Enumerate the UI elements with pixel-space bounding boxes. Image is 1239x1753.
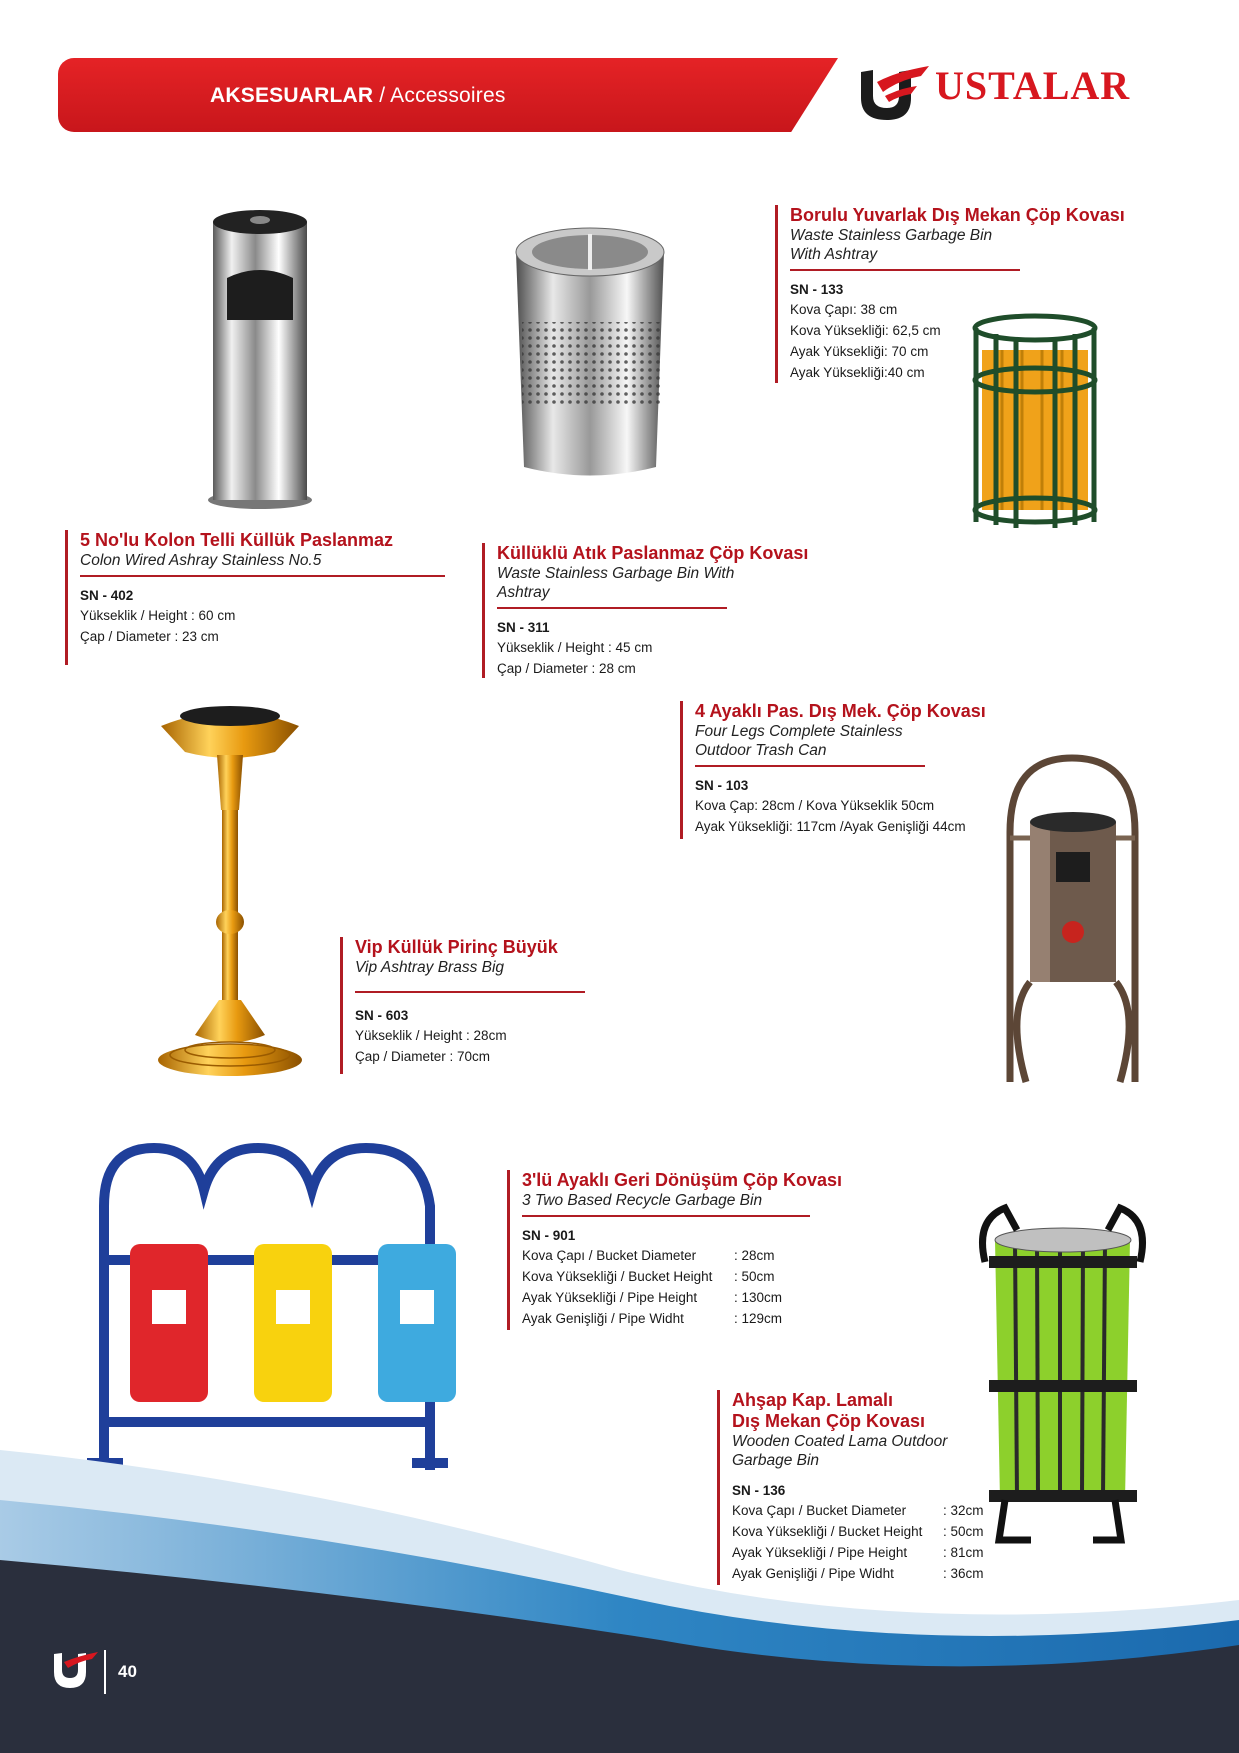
product-code: SN - 103	[695, 778, 749, 793]
title-underline	[80, 575, 445, 577]
footer-logo-icon	[50, 1646, 100, 1690]
product-code: SN - 133	[790, 282, 844, 297]
product-subtitle: Four Legs Complete Stainless	[695, 723, 903, 740]
spec-label: Kova Yüksekliği / Bucket Height	[522, 1269, 713, 1284]
spec-value: : 129cm	[734, 1311, 783, 1326]
spec-value: : 130cm	[734, 1290, 783, 1305]
product-subtitle-line2: Outdoor Trash Can	[695, 742, 827, 759]
product-code: SN - 901	[522, 1228, 576, 1243]
spec-label: Kova Yüksekliği / Bucket Height	[732, 1524, 923, 1539]
spec-value: : 32cm	[943, 1503, 984, 1518]
product-subtitle: 3 Two Based Recycle Garbage Bin	[522, 1192, 763, 1209]
title-underline	[522, 1215, 810, 1217]
spec-line: Çap / Diameter : 23 cm	[80, 629, 219, 644]
recycle-label-1: ÇEVREMİZİ	[142, 1193, 181, 1200]
product-title: Küllüklü Atık Paslanmaz Çöp Kovası	[497, 543, 809, 563]
spec-line: Kova Çap: 28cm / Kova Yükseklik 50cm	[695, 798, 935, 813]
spec-value: : 36cm	[943, 1566, 984, 1581]
spec-line: Kova Yüksekliği: 62,5 cm	[790, 323, 941, 338]
product-title: 4 Ayaklı Pas. Dış Mek. Çöp Kovası	[695, 701, 986, 721]
product-code: SN - 402	[80, 588, 134, 603]
product-subtitle: Colon Wired Ashray Stainless No.5	[80, 552, 322, 569]
product-code: SN - 603	[355, 1008, 409, 1023]
spec-row	[522, 1308, 822, 1329]
product-title: Borulu Yuvarlak Dış Mekan Çöp Kovası	[790, 205, 1125, 225]
spec-line: Yükseklik / Height : 60 cm	[80, 608, 236, 623]
product-subtitle: Vip Ashtray Brass Big	[355, 959, 505, 976]
product-title: 5 No'lu Kolon Telli Küllük Paslanmaz	[80, 530, 393, 550]
spec-label: Ayak Yüksekliği / Pipe Height	[732, 1545, 908, 1560]
spec-line: Kova Çapı: 38 cm	[790, 302, 898, 317]
product-sn-901	[507, 1170, 843, 1330]
recycle-trio-image	[82, 1140, 482, 1480]
spec-row	[522, 1245, 822, 1266]
spec-label: Ayak Genişliği / Pipe Widht	[732, 1566, 894, 1581]
spec-value: : 50cm	[943, 1524, 984, 1539]
page-number: 40	[118, 1662, 137, 1681]
spec-line: Çap / Diameter : 70cm	[355, 1049, 491, 1064]
product-subtitle: Waste Stainless Garbage Bin With Ashtray	[497, 565, 735, 601]
spec-line: Yükseklik / Height : 45 cm	[497, 640, 653, 655]
spec-value: : 81cm	[943, 1545, 984, 1560]
product-code: SN - 136	[732, 1483, 786, 1498]
product-sn-133	[775, 205, 1125, 383]
product-sn-103	[680, 701, 1025, 839]
spec-line: Ayak Yüksekliği: 70 cm	[790, 344, 929, 359]
product-subtitle-line2: Garbage Bin	[732, 1452, 820, 1469]
spec-line: Yükseklik / Height : 28cm	[355, 1028, 507, 1043]
product-subtitle: Waste Stainless Garbage Bin With Ashtray	[790, 227, 993, 263]
product-sn-603	[340, 937, 605, 1074]
product-subtitle: Wooden Coated Lama Outdoor	[732, 1433, 948, 1450]
product-title: Vip Küllük Pirinç Büyük	[355, 937, 558, 957]
spec-line: Ayak Yüksekliği: 117cm /Ayak Genişliği 44cm	[695, 819, 966, 834]
spec-label: Kova Çapı / Bucket Diameter	[732, 1503, 907, 1518]
title-underline	[355, 991, 585, 993]
spec-line: Ayak Yüksekliği:40 cm	[790, 365, 925, 380]
spec-line: Çap / Diameter : 28 cm	[497, 661, 636, 676]
product-title: 3'lü Ayaklı Geri Dönüşüm Çöp Kovası	[522, 1170, 843, 1190]
product-title-line2: Dış Mekan Çöp Kovası	[732, 1411, 926, 1431]
spec-label: Ayak Genişliği / Pipe Widht	[522, 1311, 684, 1326]
product-title: Ahşap Kap. Lamalı	[732, 1390, 894, 1410]
spec-row	[522, 1266, 822, 1287]
spec-label: Kova Çapı / Bucket Diameter	[522, 1248, 697, 1263]
footer-wave	[0, 1440, 1239, 1753]
title-underline	[497, 607, 727, 609]
brass-ashtray-image	[155, 700, 305, 1080]
page-number-divider	[104, 1650, 106, 1694]
recycle-label-2: TEMİZ TUTALIM	[138, 1203, 192, 1210]
page-heading: AKSESUARLAR / Accessoires	[210, 84, 506, 107]
ustalar-logo-mark	[855, 58, 935, 124]
product-sn-402	[65, 530, 460, 665]
brand-name: USTALAR	[935, 63, 1131, 108]
title-underline	[695, 765, 925, 767]
perforated-bin-image	[510, 222, 670, 482]
spec-value: : 50cm	[734, 1269, 775, 1284]
column-ashtray-image	[205, 200, 315, 510]
spec-value: : 28cm	[734, 1248, 775, 1263]
product-code: SN - 311	[497, 620, 550, 635]
title-underline	[790, 269, 1020, 271]
product-sn-311	[482, 543, 809, 678]
spec-label: Ayak Yüksekliği / Pipe Height	[522, 1290, 698, 1305]
spec-row	[522, 1287, 822, 1308]
